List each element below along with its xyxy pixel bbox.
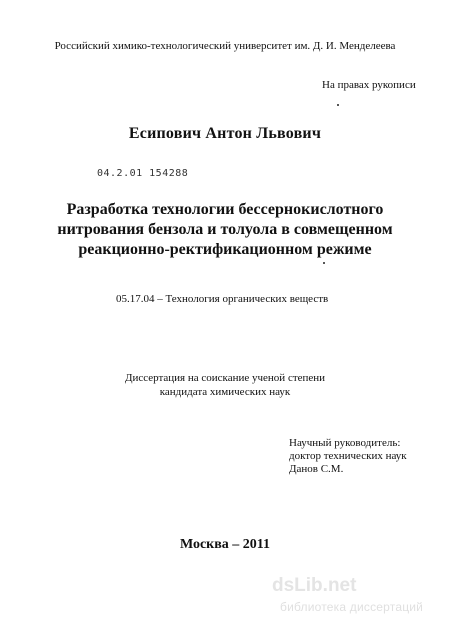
manuscript-rights-note: На правах рукописи: [322, 79, 416, 91]
speck-mark: [337, 104, 339, 106]
city-year: Москва – 2011: [179, 537, 271, 552]
supervisor-block: [289, 437, 407, 476]
watermark-logo: dsLib.net: [272, 575, 357, 596]
degree-statement: [0, 371, 450, 399]
supervisor-line: доктор технических наук: [289, 450, 407, 462]
watermark-subtitle: библиотека диссертаций: [280, 600, 424, 614]
speck-mark: [323, 262, 325, 264]
registration-number: 04.2.01 154288: [97, 168, 189, 179]
supervisor-line: Научный руководитель:: [289, 437, 401, 449]
university-name: Российский химико-технологический университет им. Д. И. Менделеева: [54, 40, 396, 52]
author-name: Есипович Антон Львович: [128, 125, 322, 142]
dissertation-title: [0, 200, 450, 260]
degree-line: Диссертация на соискание ученой степени: [124, 372, 326, 384]
title-line: нитрования бензола и толуола в совмещенном: [57, 221, 393, 238]
watermark: [272, 575, 447, 619]
degree-line: кандидата химических наук: [159, 386, 291, 398]
title-line: реакционно-ректификационном режиме: [78, 241, 372, 258]
specialty-code: 05.17.04 – Технология органических веществ: [116, 293, 329, 305]
title-line: Разработка технологии бессернокислотного: [66, 201, 384, 218]
supervisor-line: Данов С.М.: [289, 463, 344, 475]
